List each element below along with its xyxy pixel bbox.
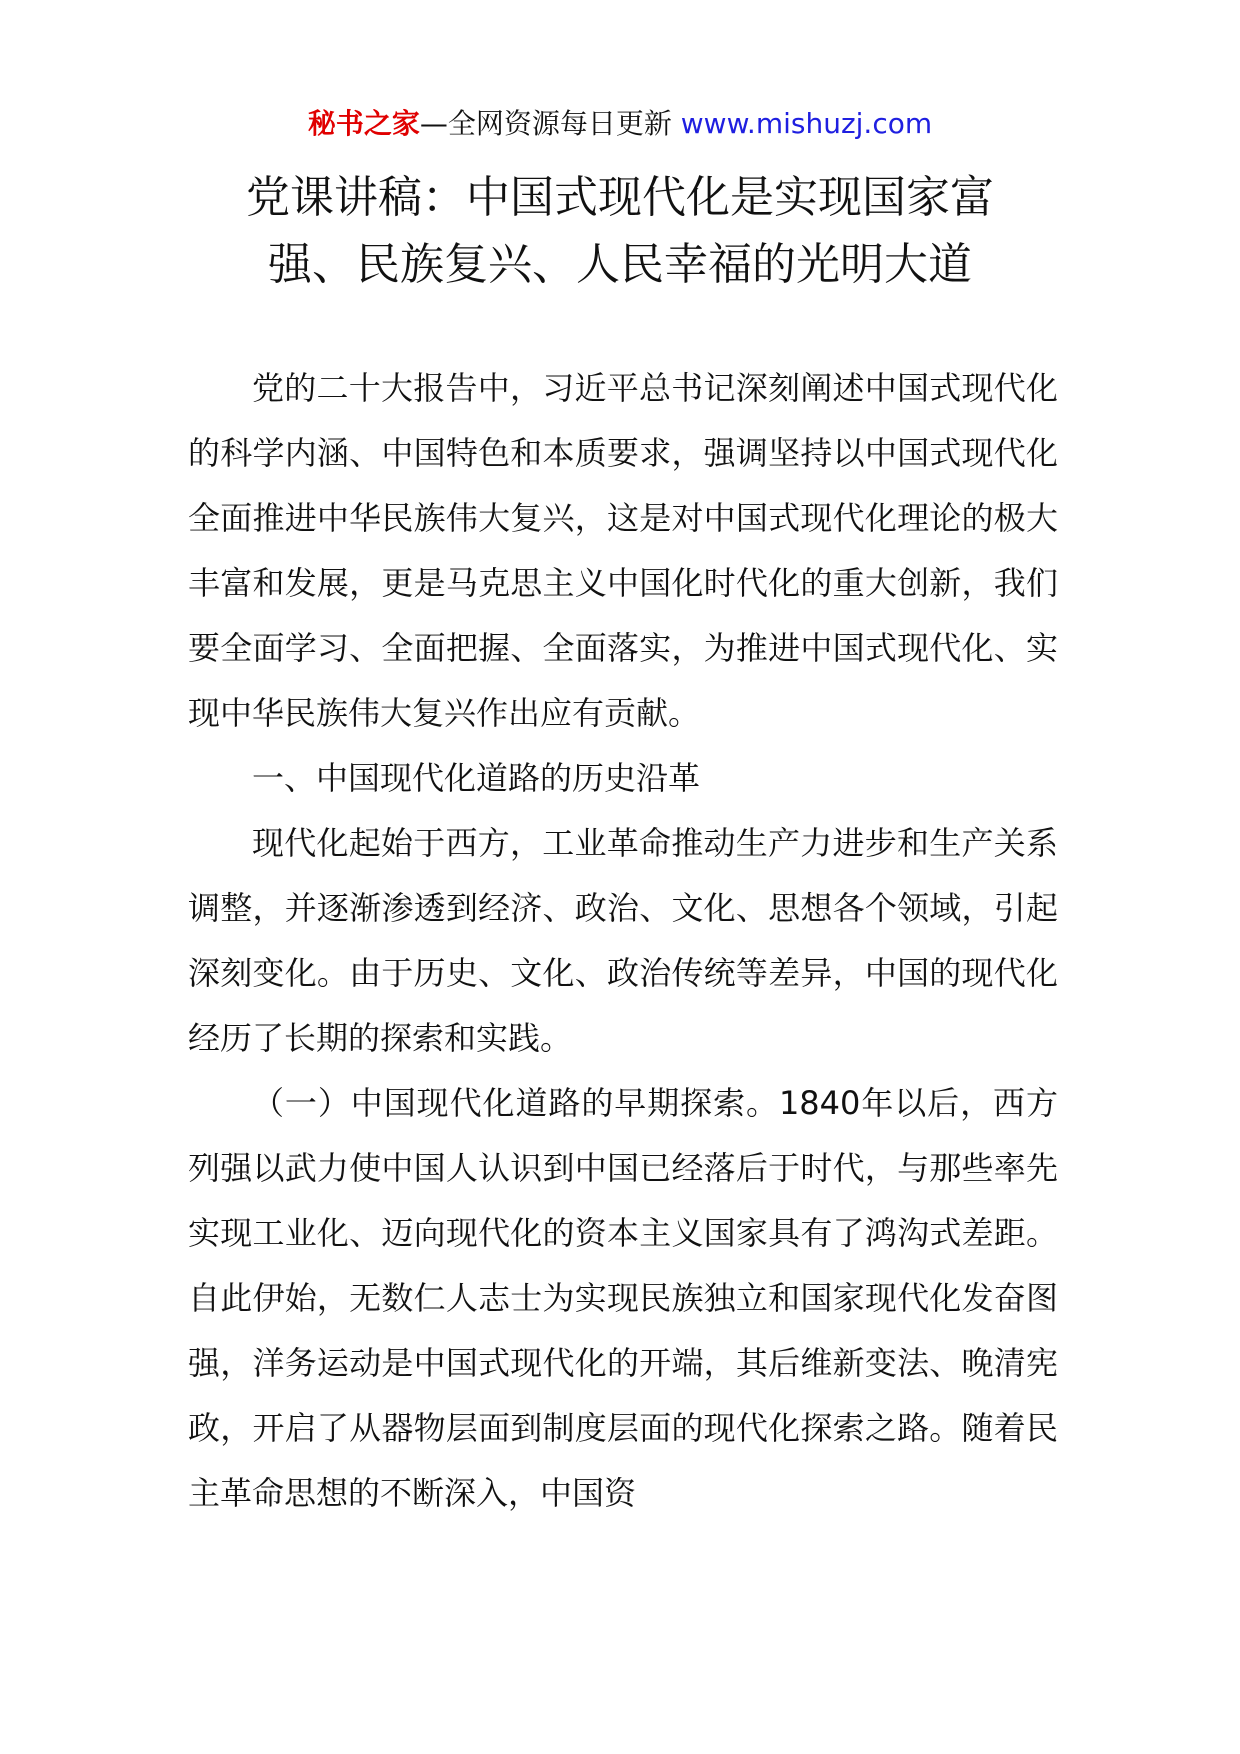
site-header (0, 104, 1240, 144)
document-title (150, 164, 1090, 298)
paragraph-background: 现代化起始于西方，工业革命推动生产力进步和生产关系调整，并逐渐渗透到经济、政治、文化、思想各个领域，引起深刻变化。由于历史、文化、政治传统等差异，中国的现代化经历了长期的探索和实践。 (188, 824, 1058, 1057)
site-url-link[interactable]: www.mishuzj.com (680, 107, 933, 140)
site-tagline: —全网资源每日更新 (419, 107, 681, 140)
site-brand: 秘书之家 (307, 107, 420, 140)
title-line-1: 党课讲稿：中国式现代化是实现国家富 (246, 172, 994, 223)
document-body (188, 356, 1058, 1526)
paragraph-intro: 党的二十大报告中，习近平总书记深刻阐述中国式现代化的科学内涵、中国特色和本质要求，强调坚持以中国式现代化全面推进中华民族伟大复兴，这是对中国式现代化理论的极大丰富和发展，更是马克思主义中国化时代化的重大创新，我们要全面学习、全面把握、全面落实，为推进中国式现代化、实现中华民族伟大复兴作出应有贡献。 (188, 369, 1058, 732)
title-line-2: 强、民族复兴、人民幸福的光明大道 (268, 239, 972, 290)
section-heading: 一、中国现代化道路的历史沿革 (252, 759, 701, 797)
paragraph-early-exploration: （一）中国现代化道路的早期探索。1840年以后，西方列强以武力使中国人认识到中国已经落后于时代，与那些率先实现工业化、迈向现代化的资本主义国家具有了鸿沟式差距。自此伊始，无数仁人志士为实现民族独立和国家现代化发奋图强，洋务运动是中国式现代化的开端，其后维新变法、晚清宪政，开启了从器物层面到制度层面的现代化探索之路。随着民主革命思想的不断深入，中国资 (188, 1084, 1058, 1512)
